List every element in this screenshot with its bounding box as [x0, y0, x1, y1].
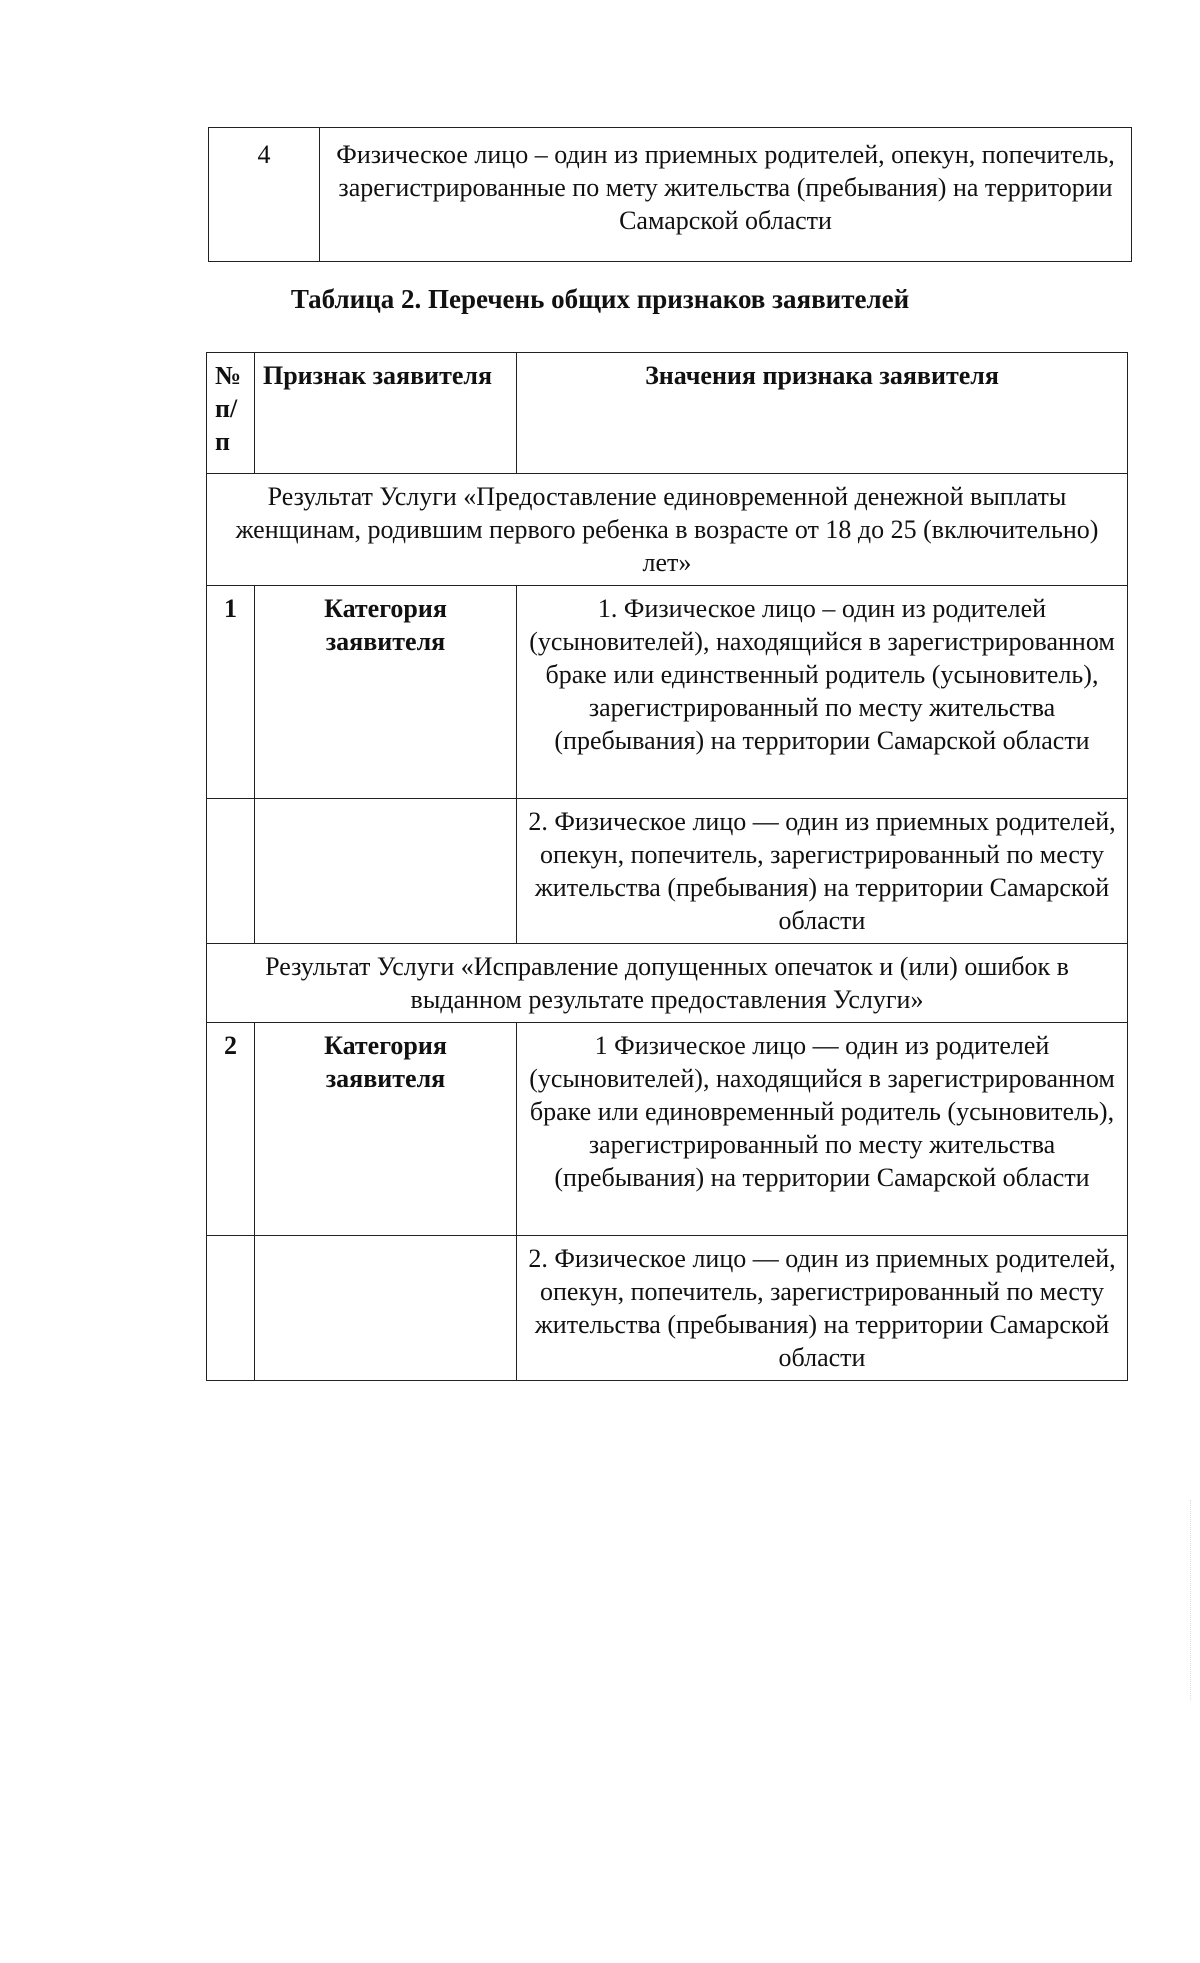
row-feature — [255, 799, 517, 944]
row-value: 2. Физическое лицо — один из приемных родителей, опекун, попечитель, зарегистрированный по месту жительства (пребывания) на территории Самарской области — [517, 1236, 1128, 1381]
header-values: Значения признака заявителя — [517, 353, 1128, 474]
row-number: 1 — [207, 586, 255, 799]
row-value: 1 Физическое лицо — один из родителей (усыновителей), находящийся в зарегистрированном браке или единовременный родитель (усыновитель), зарегистрированный по месту жительства (пребывания) на территории Самарской области — [517, 1023, 1128, 1236]
table-row — [207, 1023, 1128, 1236]
row-feature: Категория заявителя — [255, 1023, 517, 1236]
row-number: 4 — [209, 128, 320, 262]
row-feature — [255, 1236, 517, 1381]
row-value: 1. Физическое лицо – один из родителей (усыновителей), находящийся в зарегистрированном браке или единственный родитель (усыновитель), зарегистрированный по месту жительства (пребывания) на территории Самарской области — [517, 586, 1128, 799]
section-row — [207, 474, 1128, 586]
scan-edge-artifact — [1190, 1500, 1193, 1700]
row-value: Физическое лицо – один из приемных родителей, опекун, попечитель, зарегистрированные по мету жительства (пребывания) на территории Самарской области — [320, 128, 1132, 262]
row-feature: Категория заявителя — [255, 586, 517, 799]
table-caption: Таблица 2. Перечень общих признаков заявителей — [290, 284, 910, 314]
row-number — [207, 1236, 255, 1381]
section-title: Результат Услуги «Предоставление единовременной денежной выплаты женщинам, родившим первого ребенка в возрасте от 18 до 25 (включительно) лет» — [207, 474, 1128, 586]
continuation-table — [208, 127, 1132, 262]
row-number — [207, 799, 255, 944]
applicant-features-table — [206, 352, 1128, 1381]
table-row — [207, 586, 1128, 799]
table-header-row — [207, 353, 1128, 474]
section-title: Результат Услуги «Исправление допущенных опечаток и (или) ошибок в выданном результате предоставления Услуги» — [207, 944, 1128, 1023]
table-row — [209, 128, 1132, 262]
row-number: 2 — [207, 1023, 255, 1236]
section-row — [207, 944, 1128, 1023]
table-row — [207, 799, 1128, 944]
header-feature: Признак заявителя — [255, 353, 517, 474]
row-value: 2. Физическое лицо — один из приемных родителей, опекун, попечитель, зарегистрированный по месту жительства (пребывания) на территории Самарской области — [517, 799, 1128, 944]
table-row — [207, 1236, 1128, 1381]
header-num: № п/п — [207, 353, 255, 474]
